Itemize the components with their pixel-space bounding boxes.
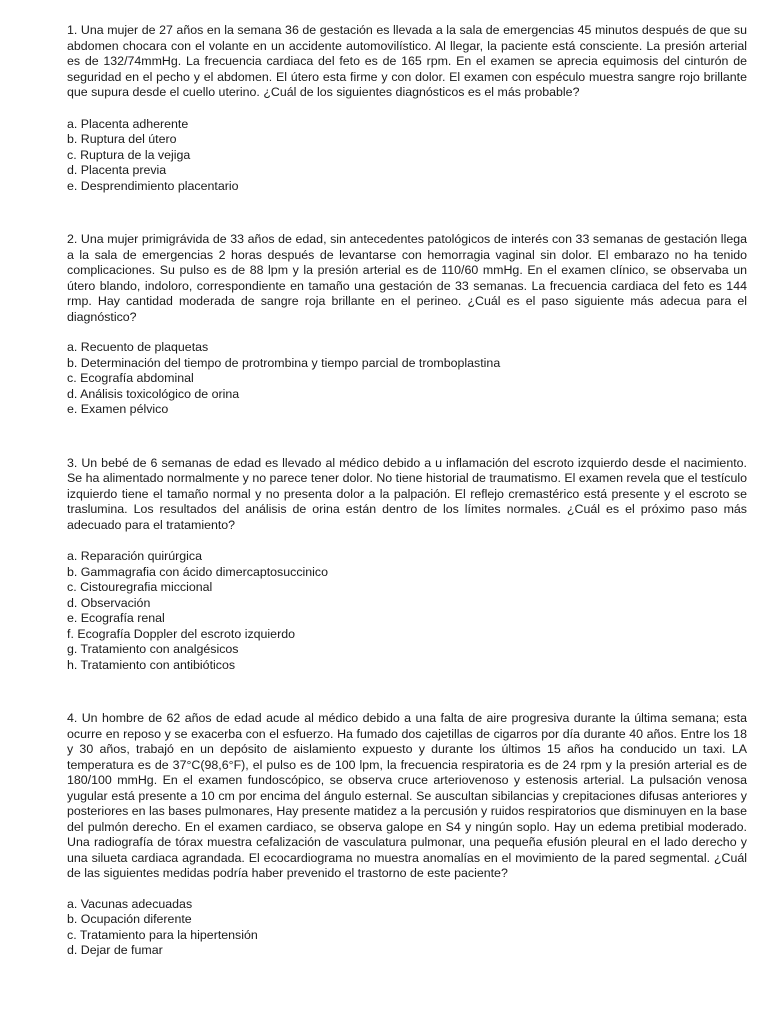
option-item: a. Recuento de plaquetas: [67, 340, 209, 354]
question-1-stem: 1. Una mujer de 27 años en la semana 36 de gestación es llevada a la sala de emergencias 45 minutos después de que su abdomen chocara con el volante en un accidente automovilístico. Al llegar, la paciente está consciente. La presión arterial es de 132/74mmHg. La frecuencia cardiaca del feto es de 165 rpm. En el examen se aprecia equimosis del cinturón de seguridad en el pecho y el abdomen. El útero esta firme y con dolor. El examen con espéculo muestra sangre rojo brillante que supura desde el cuello uterino. ¿Cuál de los siguientes diagnósticos es el más probable?: [67, 23, 747, 99]
question-2-stem: 2. Una mujer primigrávida de 33 años de edad, sin antecedentes patológicos de interés con 33 semanas de gestación llega a la sala de emergencias 2 horas después de levantarse con hemorragia vaginal sin dolor. El embarazo no ha tenido complicaciones. Su pulso es de 88 lpm y la presión arterial es de 110/60 mmHg. En el examen clínico, se observaba un útero blando, indoloro, correspondiente en tamaño una gestación de 33 semanas. La frecuencia cardiaca del feto es 144 rmp. Hay cantidad moderada de sangre roja brillante en el perineo. ¿Cuál es el paso siguiente más adecua para el diagnóstico?: [67, 232, 747, 324]
question-3: [67, 456, 747, 674]
question-4-stem: 4. Un hombre de 62 años de edad acude al médico debido a una falta de aire progresiva durante la última semana; esta ocurre en reposo y se exacerba con el esfuerzo. Ha fumado dos cajetillas de cigarros por día durante 40 años. Entre los 18 y 30 años, trabajó en un depósito de aislamiento expuesto y durante los últimos 15 años ha conducido un taxi. LA temperatura es de 37°C(98,6°F), el pulso es de 100 lpm, la frecuencia respiratoria es de 24 rpm y la presión arterial es de 180/100 mmHg. En el examen fundoscópico, se observa cruce arteriovenoso y estenosis arterial. La pulsación venosa yugular está presente a 10 cm por encima del ángulo esternal. Se auscultan sibilancias y crepitaciones difusas anteriores y posteriores en las bases pulmonares, Hay presente matidez a la percusión y ruidos respiratorios que disminuyen en la base del pulmón derecho. En el examen cardiaco, se observa galope en S4 y ningún soplo. Hay un edema pretibial moderado. Una radiografía de tórax muestra cefalización de vasculatura pulmonar, una pequeña efusión pleural en el lado derecho y una silueta cardiaca agrandada. El ecocardiograma no muestra anomalías en el movimiento de la pared segmental. ¿Cuál de las siguientes medidas podría haber prevenido el trastorno de este paciente?: [67, 711, 747, 880]
option-item: e. Ecografía renal: [67, 611, 165, 625]
question-4-options: [67, 897, 747, 959]
option-item: c. Ruptura de la vejiga: [67, 147, 191, 162]
question-4: [67, 711, 747, 959]
option-item: d. Análisis toxicológico de orina: [67, 386, 240, 401]
option-item: d. Placenta previa: [67, 163, 167, 177]
option-item: g. Tratamiento con analgésicos: [67, 642, 239, 656]
option-item: c. Cistouregrafia miccional: [67, 580, 213, 594]
option-item: b. Gammagrafia con ácido dimercaptosuccinico: [67, 564, 329, 579]
option-item: e. Desprendimiento placentario: [67, 178, 239, 193]
question-2: [67, 232, 747, 418]
question-3-options: [67, 549, 747, 673]
option-item: d. Dejar de fumar: [67, 943, 163, 957]
option-item: b. Determinación del tiempo de protrombina y tiempo parcial de tromboplastina: [67, 355, 501, 370]
option-item: a. Placenta adherente: [67, 116, 189, 131]
option-item: d. Observación: [67, 595, 151, 610]
document-page: [67, 23, 747, 959]
option-item: a. Reparación quirúrgica: [67, 549, 202, 563]
option-item: b. Ruptura del útero: [67, 132, 177, 146]
option-item: h. Tratamiento con antibióticos: [67, 657, 236, 672]
option-item: b. Ocupación diferente: [67, 912, 192, 926]
question-1: [67, 23, 747, 194]
question-3-stem: 3. Un bebé de 6 semanas de edad es llevado al médico debido a u inflamación del escroto izquierdo desde el nacimiento. Se ha alimentado normalmente y no parece tener dolor. No tiene historial de traumatismo. El examen revela que el testículo izquierdo tiene el tamaño normal y no presenta dolor a la palpación. El reflejo cremastérico está presente y el escroto se traslumina. Los resultados del análisis de orina están dentro de los límites normales. ¿Cuál es el próximo paso más adecuado para el tratamiento?: [67, 455, 747, 532]
option-item: f. Ecografía Doppler del escroto izquierdo: [67, 626, 295, 641]
option-item: a. Vacunas adecuadas: [67, 896, 193, 911]
option-item: c. Tratamiento para la hipertensión: [67, 927, 258, 942]
option-item: e. Examen pélvico: [67, 402, 169, 416]
option-item: c. Ecografía abdominal: [67, 371, 194, 385]
question-2-options: [67, 340, 747, 418]
question-1-options: [67, 117, 747, 195]
